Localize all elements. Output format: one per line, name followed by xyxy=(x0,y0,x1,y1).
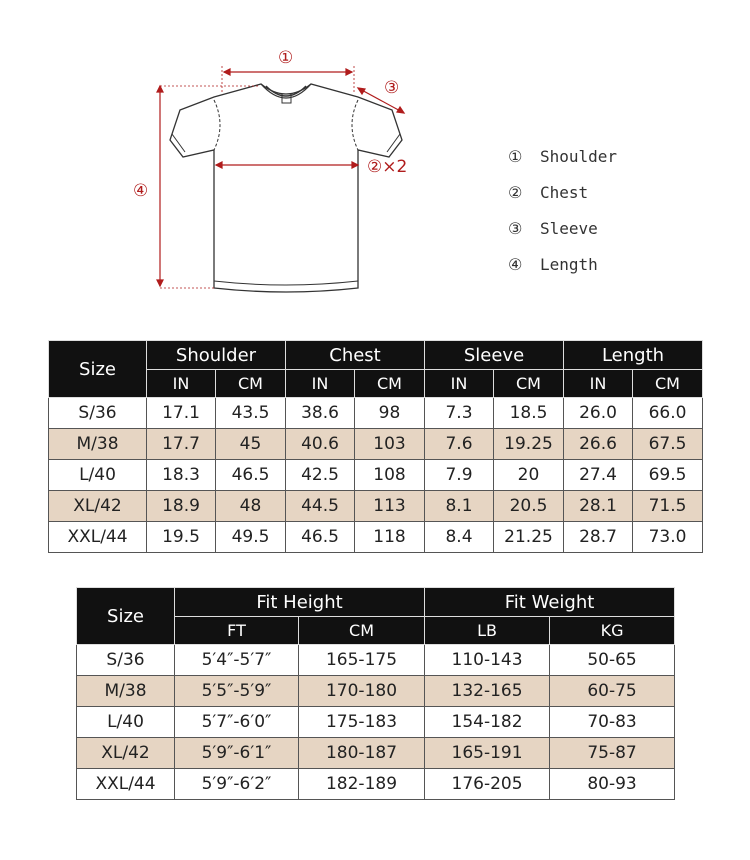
legend-item-length xyxy=(508,253,617,289)
table-cell: 118 xyxy=(355,522,425,553)
table-cell: 21.25 xyxy=(494,522,564,553)
table-cell: 180-187 xyxy=(299,738,425,769)
measurement-legend xyxy=(508,145,617,289)
table-cell: 98 xyxy=(355,398,425,429)
group-header-shoulder: Shoulder xyxy=(147,341,286,370)
table-cell: 132-165 xyxy=(425,676,550,707)
table-cell: 103 xyxy=(355,429,425,460)
table-row xyxy=(77,645,675,676)
table-cell: 20 xyxy=(494,460,564,491)
table-cell: 17.1 xyxy=(147,398,216,429)
table-cell: 20.5 xyxy=(494,491,564,522)
table-cell: 80-93 xyxy=(550,769,675,800)
legend-label: Shoulder xyxy=(540,147,618,166)
table-cell: 5′5″-5′9″ xyxy=(175,676,299,707)
table-cell: 46.5 xyxy=(286,522,355,553)
table-cell: 71.5 xyxy=(633,491,703,522)
table-cell: 75-87 xyxy=(550,738,675,769)
size-cell: S/36 xyxy=(77,645,175,676)
tshirt-outline-icon xyxy=(170,84,402,292)
group-header-fit-height: Fit Height xyxy=(175,588,425,617)
table-cell: 18.3 xyxy=(147,460,216,491)
unit-header: IN xyxy=(286,370,355,398)
size-measurement-table xyxy=(48,340,703,553)
size-cell: L/40 xyxy=(49,460,147,491)
table-cell: 170-180 xyxy=(299,676,425,707)
size-cell: XXL/44 xyxy=(77,769,175,800)
legend-label: Length xyxy=(540,255,598,274)
table-cell: 175-183 xyxy=(299,707,425,738)
tshirt-diagram xyxy=(0,0,750,320)
group-header-sleeve: Sleeve xyxy=(425,341,564,370)
unit-header: CM xyxy=(216,370,286,398)
table-cell: 17.7 xyxy=(147,429,216,460)
table-cell: 165-191 xyxy=(425,738,550,769)
table-row xyxy=(49,460,703,491)
table-cell: 5′4″-5′7″ xyxy=(175,645,299,676)
table-row xyxy=(49,429,703,460)
unit-header: LB xyxy=(425,617,550,645)
table-cell: 110-143 xyxy=(425,645,550,676)
table-cell: 28.7 xyxy=(564,522,633,553)
table-cell: 66.0 xyxy=(633,398,703,429)
table-row xyxy=(77,676,675,707)
table-cell: 70-83 xyxy=(550,707,675,738)
table-row xyxy=(49,522,703,553)
table-cell: 44.5 xyxy=(286,491,355,522)
table-cell: 69.5 xyxy=(633,460,703,491)
table-cell: 49.5 xyxy=(216,522,286,553)
group-header-fit-weight: Fit Weight xyxy=(425,588,675,617)
shoulder-marker: ① xyxy=(278,48,294,68)
size-header: Size xyxy=(77,588,175,645)
size-cell: S/36 xyxy=(49,398,147,429)
legend-item-shoulder xyxy=(508,145,617,181)
legend-number: ④ xyxy=(508,255,523,274)
table-cell: 5′9″-6′1″ xyxy=(175,738,299,769)
table-cell: 42.5 xyxy=(286,460,355,491)
table-cell: 8.1 xyxy=(425,491,494,522)
chest-marker: ②×2 xyxy=(367,157,408,177)
table-cell: 50-65 xyxy=(550,645,675,676)
group-header-chest: Chest xyxy=(286,341,425,370)
size-cell: L/40 xyxy=(77,707,175,738)
measurement-lines xyxy=(157,66,404,288)
unit-header: IN xyxy=(147,370,216,398)
unit-header: CM xyxy=(355,370,425,398)
table-cell: 48 xyxy=(216,491,286,522)
legend-number: ② xyxy=(508,183,523,202)
table-row xyxy=(77,707,675,738)
size-cell: M/38 xyxy=(77,676,175,707)
table-cell: 27.4 xyxy=(564,460,633,491)
table-cell: 43.5 xyxy=(216,398,286,429)
unit-header: KG xyxy=(550,617,675,645)
legend-number: ① xyxy=(508,147,523,166)
table-cell: 38.6 xyxy=(286,398,355,429)
legend-item-sleeve xyxy=(508,217,617,253)
table-cell: 26.6 xyxy=(564,429,633,460)
table-cell: 67.5 xyxy=(633,429,703,460)
table-cell: 73.0 xyxy=(633,522,703,553)
size-header: Size xyxy=(49,341,147,398)
table-cell: 28.1 xyxy=(564,491,633,522)
size-cell: XL/42 xyxy=(77,738,175,769)
unit-header: FT xyxy=(175,617,299,645)
fit-table xyxy=(76,587,675,800)
legend-label: Sleeve xyxy=(540,219,598,238)
table-cell: 165-175 xyxy=(299,645,425,676)
unit-header: IN xyxy=(425,370,494,398)
size-cell: XXL/44 xyxy=(49,522,147,553)
legend-item-chest xyxy=(508,181,617,217)
unit-header: CM xyxy=(633,370,703,398)
table-cell: 7.9 xyxy=(425,460,494,491)
table-cell: 19.5 xyxy=(147,522,216,553)
table-cell: 108 xyxy=(355,460,425,491)
table-cell: 176-205 xyxy=(425,769,550,800)
length-marker: ④ xyxy=(133,181,149,201)
table-cell: 26.0 xyxy=(564,398,633,429)
legend-number: ③ xyxy=(508,219,523,238)
table-cell: 7.3 xyxy=(425,398,494,429)
table-cell: 5′9″-6′2″ xyxy=(175,769,299,800)
table-cell: 5′7″-6′0″ xyxy=(175,707,299,738)
sleeve-marker: ③ xyxy=(384,78,400,98)
group-header-length: Length xyxy=(564,341,703,370)
table-cell: 18.5 xyxy=(494,398,564,429)
table-row xyxy=(49,491,703,522)
table-cell: 60-75 xyxy=(550,676,675,707)
table-row xyxy=(49,398,703,429)
size-cell: XL/42 xyxy=(49,491,147,522)
table-cell: 154-182 xyxy=(425,707,550,738)
legend-label: Chest xyxy=(540,183,589,202)
unit-header: IN xyxy=(564,370,633,398)
table-cell: 18.9 xyxy=(147,491,216,522)
table-cell: 46.5 xyxy=(216,460,286,491)
table-cell: 113 xyxy=(355,491,425,522)
table-row xyxy=(77,738,675,769)
unit-header: CM xyxy=(494,370,564,398)
table-cell: 19.25 xyxy=(494,429,564,460)
table-cell: 8.4 xyxy=(425,522,494,553)
table-cell: 45 xyxy=(216,429,286,460)
table-cell: 40.6 xyxy=(286,429,355,460)
table-row xyxy=(77,769,675,800)
size-cell: M/38 xyxy=(49,429,147,460)
unit-header: CM xyxy=(299,617,425,645)
table-cell: 182-189 xyxy=(299,769,425,800)
table-cell: 7.6 xyxy=(425,429,494,460)
